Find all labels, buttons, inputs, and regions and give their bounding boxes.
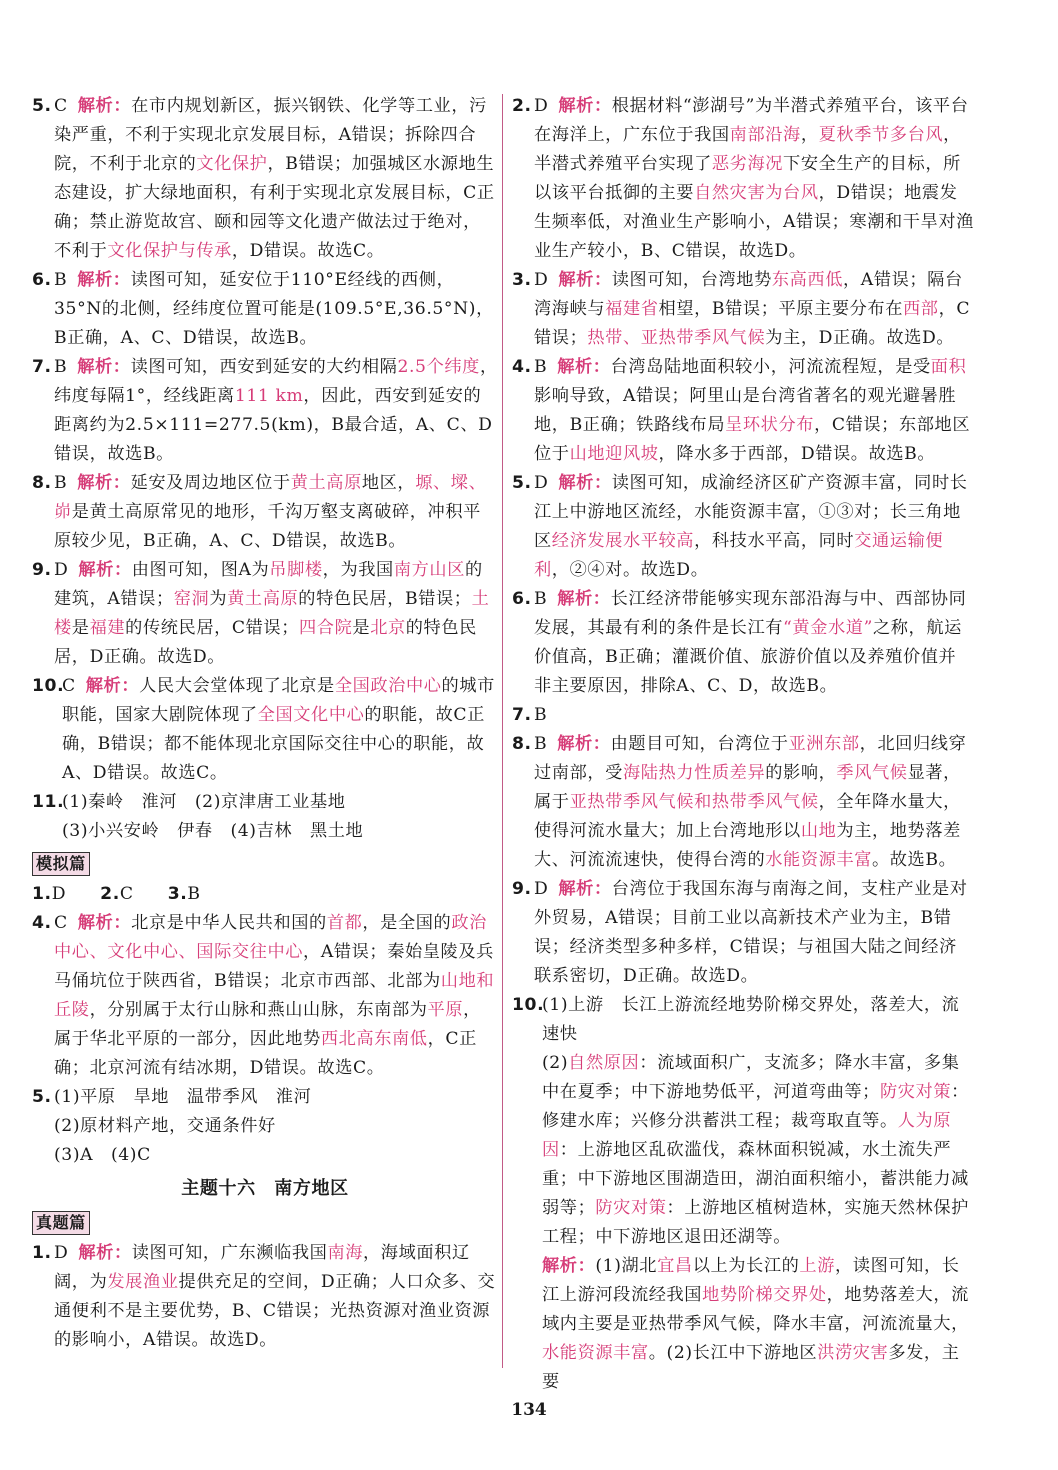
analysis-text: ，②④对。故选D。 [551,560,709,580]
analysis-text: 北京是中华人民共和国的 [131,913,327,933]
analysis-text: ，是全国的 [362,913,452,933]
answer-item [512,701,974,730]
analysis-text: 是 [71,618,90,638]
answer-item [32,556,498,672]
keyword: 平原 [427,1000,464,1020]
keyword: “黄金水道” [783,618,873,638]
keyword: 上游 [799,1256,835,1276]
question-number: 2. [512,96,532,116]
analysis-text: (1)湖北 [595,1256,658,1276]
answer-choice: D [534,879,549,899]
analysis-label: 解析： [77,96,132,116]
question-number: 4. [32,913,52,933]
quick-answer [100,884,147,904]
analysis-text: 。(2)长江中下游地区 [648,1343,818,1363]
answer-item [32,353,498,469]
analysis-text: ，D错误。故选C。 [231,241,385,261]
analysis-label: 解析： [558,473,612,493]
answer-choice: D [54,1243,69,1263]
analysis-text: 的城市职能，国家大剧院体现了 [62,676,495,725]
right-column [512,92,974,1397]
question-number: 9. [512,879,532,899]
keyword: 呈环状分布 [725,415,815,435]
keyword: 吊脚楼 [269,560,323,580]
keyword: 水能资源丰富 [542,1343,649,1363]
keyword: 文化保护 [196,154,268,174]
answer-text: (2) [542,1053,569,1073]
analysis-text: 为 [209,589,228,609]
analysis-text: 显著，属于 [534,763,961,812]
question-number: 6. [512,589,532,609]
question-number: 5. [32,1087,52,1107]
analysis-label: 解析： [77,913,132,933]
answer-item [32,1083,498,1170]
answer-item [32,469,498,556]
answer-choice: B [54,473,68,493]
analysis-text: ，B错误；加强城区水源地生态建设，扩大绿地面积，有利于实现北京发展目标，C正确；禁止游览故宫、颐和园等文化遗产做法过于绝对，不利于 [54,154,495,261]
analysis-text: 延安及周边地区位于 [130,473,291,493]
keyword: 山地和丘陵 [54,971,495,1020]
answer-choice: C [62,676,76,696]
keyword: 2.5个纬度 [397,357,480,377]
analysis-text: 的传统民居，C错误； [125,618,300,638]
analysis-text: 读图可知，台湾地势 [611,270,772,290]
answer-choice: B [54,270,68,290]
analysis-text: 的职能，故C正确，B错误；都不能体现北京国际交往中心的职能，故A、D错误。故选C。 [62,705,485,783]
analysis-label: 解析： [77,357,131,377]
analysis-text: 相望，B错误；平原主要分布在 [658,299,904,319]
analysis-text: ，北回归线穿过南部，受 [534,734,967,783]
answer-line: (3)小兴安岭 伊春 (4)吉林 黑土地 [62,821,364,841]
column-divider [502,94,503,1368]
answer-item [512,585,974,701]
left-column [32,92,498,1355]
answer-choice: B [534,734,548,754]
keyword: 首都 [326,913,363,933]
answer-choice: B [534,705,548,725]
analysis-text: 下安全生产的目标，所以该平台抵御的主要 [534,154,961,203]
analysis-text: 为主，地势落差大、河流流速快，使得台湾的 [534,821,961,870]
analysis-text: 在市内规划新区，振兴钢铁、化学等工业，污染严重，不利于实现北京发展目标，A错误；拆除四合院，不利于北京的 [54,96,487,174]
analysis-text: 。故选B。 [871,850,957,870]
answer-item [512,875,974,991]
keyword: 季风气候 [836,763,908,783]
analysis-text: 多发，主要 [542,1343,960,1392]
analysis-label: 解析： [557,734,611,754]
analysis-text: 之称，航运价值高，B正确；灌溉价值、旅游价值以及养殖价值并非主要原因，排除A、C、D，故选B。 [534,618,962,696]
analysis-text: 的影响， [765,763,837,783]
question-number: 5. [512,473,532,493]
keyword: 南部沿海 [729,125,801,145]
answer-text: ：上游地区乱砍滥伐，森林面积锐减，水土流失严重；中下游地区围湖造田，湖泊面积缩小，蓄洪能力减弱等； [542,1140,969,1218]
analysis-text: 读图可知，成渝经济区矿产资源丰富，同时长江上中游地区流经，水能资源丰富，①③对；长三角地区 [534,473,968,551]
analysis-text: 由题目可知，台湾位于 [610,734,789,754]
analysis-text: 读图可知，西安到延安的大约相隔 [130,357,398,377]
keyword: 黄土高原 [290,473,362,493]
question-number: 8. [512,734,532,754]
keyword: 东高西低 [771,270,844,290]
answer-line: (1)上游 长江上游流经地势阶梯交界处，落差大，流速快 [542,995,960,1044]
keyword: 111 km [234,386,304,406]
keyword: 亚热带季风气候和热带季风气候 [569,792,819,812]
keyword: 经济发展水平较高 [551,531,695,551]
answer-line: (1)秦岭 淮河 (2)京津唐工业基地 [62,792,346,812]
analysis-text: ，海域面积辽阔，为 [54,1243,470,1292]
question-number: 3. [167,884,188,904]
keyword: 西北高东南低 [320,1029,428,1049]
keyword: 热带、亚热带季风气候 [587,328,766,348]
answer-choice: C [54,913,68,933]
keyword: 西部 [903,299,939,319]
answer-item [32,266,498,353]
analysis-text: 是黄土高原常见的地形，千沟万壑支离破碎，冲积平原较少见，B正确，A、C、D错误，故选B。 [54,502,481,551]
analysis-text: 影响导致，A错误；阿里山是台湾省著名的观光避暑胜地，B正确；铁路线布局 [534,386,957,435]
analysis-text: 的特色民居，B错误； [298,589,472,609]
keyword: 南海 [327,1243,364,1263]
question-number: 11. [32,792,65,812]
quick-answer [32,884,80,904]
answer-line: (3)A (4)C [54,1145,151,1165]
keyword: 面积 [930,357,967,377]
analysis-text: ，地势落差大，流域内主要是亚热带季风气候，降水丰富，河流流量大， [542,1285,969,1334]
answer-line: (2)原材料产地，交通条件好 [54,1116,276,1136]
analysis-label: 解析： [85,676,140,696]
analysis-text: ，A错误；隔台湾海峡与 [534,270,963,319]
analysis-text: ，读图可知，长江上游河段流经我国 [542,1256,960,1305]
answer-choice: C [119,884,134,904]
analysis-text: ，D错误；地震发生频率低，对渔业生产影响小，A错误；寒潮和干旱对渔业生产较小，B、C错误，故选D。 [534,183,974,261]
question-number: 5. [32,96,52,116]
analysis-text: 人民大会堂体现了北京是 [139,676,335,696]
answer-choice: D [51,884,67,904]
answer-choice: D [534,473,549,493]
analysis-text: 长江经济带能够实现东部沿海与中、西部协同发展，其最有利的条件是长江有 [534,589,967,638]
analysis-text: 台湾位于我国东海与南海之间，支柱产业是对外贸易，A错误；目前工业以高新技术产业为主，B错误；经济类型多种多样，C错误；与祖国大陆之间经济联系密切，D正确。故选D。 [534,879,968,986]
answer-item [32,672,498,788]
section-tag-mock: 模拟篇 [32,852,90,876]
answer-item [512,730,974,875]
answer-item [32,92,498,266]
question-number: 1. [32,1243,52,1263]
keyword: 南方山区 [393,560,465,580]
keyword: 福建省 [605,299,659,319]
analysis-label: 解析： [78,1243,132,1263]
answer-choice: D [534,96,549,116]
analysis-label: 解析： [77,473,131,493]
keyword: 发展渔业 [107,1272,179,1292]
keyword: 恶劣海况 [711,154,784,174]
theme-title: 主题十六 南方地区 [181,1178,349,1199]
answer-paragraph [542,1252,974,1397]
section-tag-real: 真题篇 [32,1211,90,1235]
keyword: 地势阶梯交界处 [702,1285,827,1305]
analysis-text: 由图可知，图A为 [131,560,270,580]
analysis-label: 解析： [77,270,131,290]
analysis-text: ，分别属于太行山脉和燕山山脉，东南部为 [89,1000,428,1020]
answer-text: ：修建水库；兴修分洪蓄洪工程；裁弯取直等。 [542,1082,969,1131]
analysis-text: 根据材料“澎湖号”为半潜式养殖平台，该平台在海洋上，广东位于我国 [534,96,969,145]
answer-choice: D [54,560,69,580]
keyword: 自然原因 [568,1053,640,1073]
answer-choice: B [54,357,68,377]
analysis-label: 解析： [557,357,611,377]
keyword: 塬、墚、峁 [54,473,487,522]
answer-choice: C [54,96,68,116]
keyword: 政治中心、文化中心、国际交往中心 [54,913,487,962]
quick-answers [32,880,498,909]
analysis-label: 解析： [542,1256,596,1276]
analysis-text: 的特色民居，D正确。故选D。 [54,618,477,667]
answer-choice: B [187,884,201,904]
answer-text: ：上游地区植树造林，实施天然林保护工程；中下游地区退田还湖等。 [542,1198,969,1247]
analysis-text: ，属于华北平原的一部分，因此地势 [54,1000,481,1049]
analysis-text: ，C错误；东部地区位于 [534,415,971,464]
analysis-text: ，A错误；秦始皇陵及兵马俑坑位于陕西省，B错误；北京市西部、北部为 [54,942,494,991]
analysis-text: 读图可知，广东濒临我国 [131,1243,328,1263]
answer-item [512,92,974,266]
keyword: 黄土高原 [227,589,299,609]
keyword: 窑洞 [173,589,210,609]
keyword: 防灾对策 [879,1082,952,1102]
keyword: 北京 [370,618,406,638]
answer-choice: D [534,270,549,290]
question-number: 10. [512,995,545,1015]
keyword: 亚洲东部 [788,734,860,754]
analysis-text: ，纬度每隔1°，经线距离 [54,357,498,406]
analysis-text: 是 [352,618,371,638]
analysis-text: 提供充足的空间，D正确；人口众多、交通便利不是主要优势，B、C错误；光热资源对渔业资源的影响小，A错误。故选D。 [54,1272,496,1350]
keyword: 防灾对策 [595,1198,667,1218]
analysis-text: ， [800,125,819,145]
keyword: 交通运输便利 [534,531,944,580]
question-number: 6. [32,270,52,290]
analysis-text: ，全年降水量大，使得河流水量大；加上台湾地形以 [534,792,961,841]
analysis-text: 台湾岛陆地面积较小，河流流程短，是受 [610,357,931,377]
answer-item [512,469,974,585]
keyword: 海陆热力性质差异 [622,763,766,783]
question-number: 7. [512,705,532,725]
keyword: 全国政治中心 [334,676,442,696]
answer-paragraph [542,1049,974,1252]
answer-line: (1)平原 旱地 温带季风 淮河 [54,1087,312,1107]
analysis-text: ，降水多于西部，D错误。故选B。 [658,444,936,464]
page-number: 134 [511,1400,547,1420]
analysis-text: 以上为长江的 [692,1256,800,1276]
keyword: 自然灾害为台风 [694,183,819,203]
analysis-text: 的建筑，A错误； [54,560,483,609]
analysis-label: 解析： [558,270,612,290]
answer-text: ：流域面积广，支流多；降水丰富，多集中在夏季；中下游地势低平，河道弯曲等； [542,1053,960,1102]
keyword: 山地 [800,821,837,841]
analysis-text: ，半潜式养殖平台实现了 [534,125,961,174]
analysis-text: ，为我国 [322,560,394,580]
keyword: 人为原因 [542,1111,952,1160]
keyword: 土楼 [54,589,490,638]
analysis-text: 地区， [361,473,416,493]
analysis-text: ，C错误； [534,299,971,348]
analysis-label: 解析： [558,879,612,899]
keyword: 宜昌 [657,1256,693,1276]
question-number: 7. [32,357,52,377]
keyword: 洪涝灾害 [817,1343,889,1363]
analysis-text: ，科技水平高，同时 [694,531,855,551]
question-number: 4. [512,357,532,377]
answer-item [512,266,974,353]
question-number: 1. [32,884,52,904]
answer-item [512,991,974,1397]
question-number: 10. [32,676,65,696]
keyword: 山地迎风坡 [569,444,659,464]
keyword: 水能资源丰富 [765,850,872,870]
keyword: 全国文化中心 [257,705,365,725]
answer-item [32,1239,498,1355]
answer-item [32,788,498,846]
analysis-label: 解析： [557,589,611,609]
question-number: 3. [512,270,532,290]
answer-item [32,909,498,1083]
analysis-text: 读图可知，延安位于110°E经线的西侧，35°N的北侧，经纬度位置可能是(109.5°E,36.5°N)，B正确，A、C、D错误，故选B。 [54,270,494,348]
question-number: 9. [32,560,52,580]
analysis-label: 解析： [78,560,132,580]
keyword: 夏秋季节多台风 [818,125,944,145]
answer-choice: B [534,357,548,377]
answer-choice: B [534,589,548,609]
analysis-text: ，C正确；北京河流有结冰期，D错误。故选C。 [54,1029,477,1078]
question-number: 8. [32,473,52,493]
keyword: 福建 [89,618,126,638]
analysis-label: 解析： [558,96,612,116]
question-number: 2. [100,884,120,904]
analysis-text: 为主，D正确。故选D。 [765,328,955,348]
analysis-text: ，因此，西安到延安的距离约为2.5×111=277.5(km)，B最合适，A、C、D错误，故选B。 [54,386,493,464]
quick-answer [168,884,215,904]
answer-item [512,353,974,469]
keyword: 四合院 [299,618,353,638]
keyword: 文化保护与传承 [107,241,232,261]
